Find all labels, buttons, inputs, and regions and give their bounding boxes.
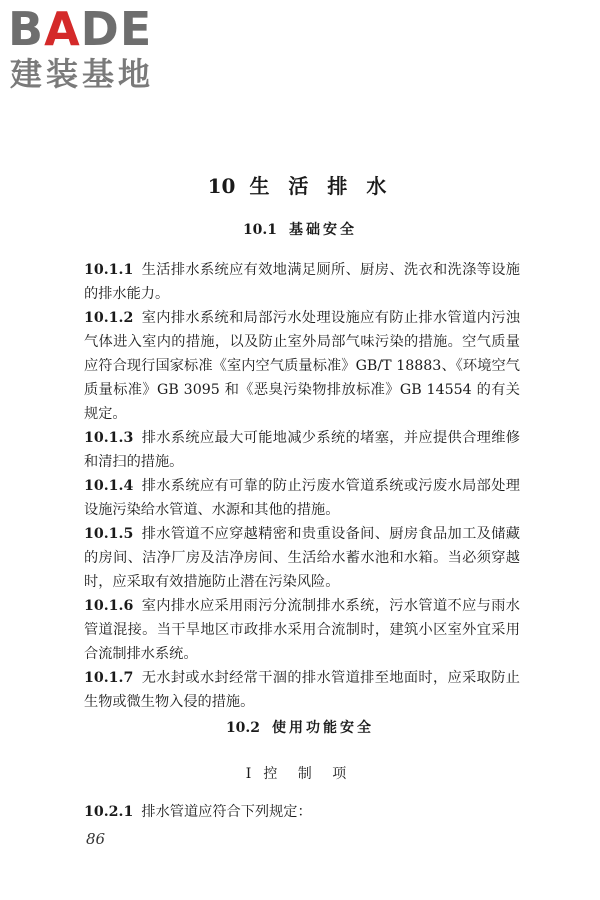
brand-logo — [8, 4, 180, 96]
clause-10-1-7 — [84, 666, 520, 714]
chapter-name: 生 活 排 水 — [249, 174, 393, 198]
section-number: 10.1 — [242, 222, 278, 238]
clause-10-1-5 — [84, 522, 520, 594]
subsection-heading — [0, 763, 600, 783]
logo-letter-a: A — [44, 2, 81, 56]
chapter-number: 10 — [207, 174, 236, 198]
logo-letters-de: DE — [80, 2, 153, 56]
clause-number: 10.2.1 — [84, 804, 134, 820]
section-title-10-1 — [0, 219, 600, 239]
clause-text: 室内排水系统和局部污水处理设施应有防止排水管道内污浊气体进入室内的措施，以及防止室外局部气味污染的措施。空气质量应符合现行国家标准《室内空气质量标准》GB/T 18883、《环境空气质量标准》GB 3095 和《恶臭污染物排放标准》GB 14554 的有关规定。 — [84, 310, 520, 422]
clause-text: 排水系统应最大可能地减少系统的堵塞，并应提供合理维修和清扫的措施。 — [84, 430, 520, 470]
subsection-title: 控 制 项 — [263, 766, 355, 782]
section-name: 使用功能安全 — [272, 720, 375, 736]
clause-text: 排水管道不应穿越精密和贵重设备间、厨房食品加工及储藏的房间、洁净厂房及洁净房间、生活给水蓄水池和水箱。当必须穿越时，应采取有效措施防止潜在污染风险。 — [84, 526, 520, 590]
subsection-numeral: Ⅰ — [245, 766, 252, 782]
clause-number: 10.1.6 — [84, 598, 134, 614]
clause-number: 10.1.7 — [84, 670, 134, 686]
clause-text: 生活排水系统应有效地满足厕所、厨房、洗衣和洗涤等设施的排水能力。 — [84, 262, 520, 302]
logo-wordmark — [8, 4, 152, 54]
clause-number: 10.1.5 — [84, 526, 134, 542]
clause-10-2-1 — [84, 800, 520, 824]
clause-text: 排水系统应有可靠的防止污废水管道系统或污废水局部处理设施污染给水管道、水源和其他的措施。 — [84, 478, 520, 518]
clause-number: 10.1.1 — [84, 262, 134, 278]
logo-letter-b: B — [8, 2, 45, 56]
clause-number: 10.1.4 — [84, 478, 134, 494]
clause-10-1-6 — [84, 594, 520, 666]
clause-text: 排水管道应符合下列规定： — [141, 804, 312, 820]
clause-list — [84, 258, 520, 714]
clause-text: 室内排水应采用雨污分流制排水系统，污水管道不应与雨水管道混接。当干旱地区市政排水采用合流制时，建筑小区室外宜采用合流制排水系统。 — [84, 598, 520, 662]
clause-10-1-3 — [84, 426, 520, 474]
chapter-title — [0, 170, 600, 199]
clause-10-1-4 — [84, 474, 520, 522]
section-number: 10.2 — [225, 720, 261, 736]
clause-number: 10.1.2 — [84, 310, 134, 326]
clause-10-1-2 — [84, 306, 520, 426]
page-number: 86 — [86, 830, 106, 848]
logo-chinese: 建装基地 — [10, 55, 155, 93]
section-name: 基础安全 — [289, 222, 358, 238]
clause-10-1-1 — [84, 258, 520, 306]
section-title-10-2 — [0, 717, 600, 737]
clause-number: 10.1.3 — [84, 430, 134, 446]
clause-text: 无水封或水封经常干涸的排水管道排至地面时，应采取防止生物或微生物入侵的措施。 — [84, 670, 520, 710]
